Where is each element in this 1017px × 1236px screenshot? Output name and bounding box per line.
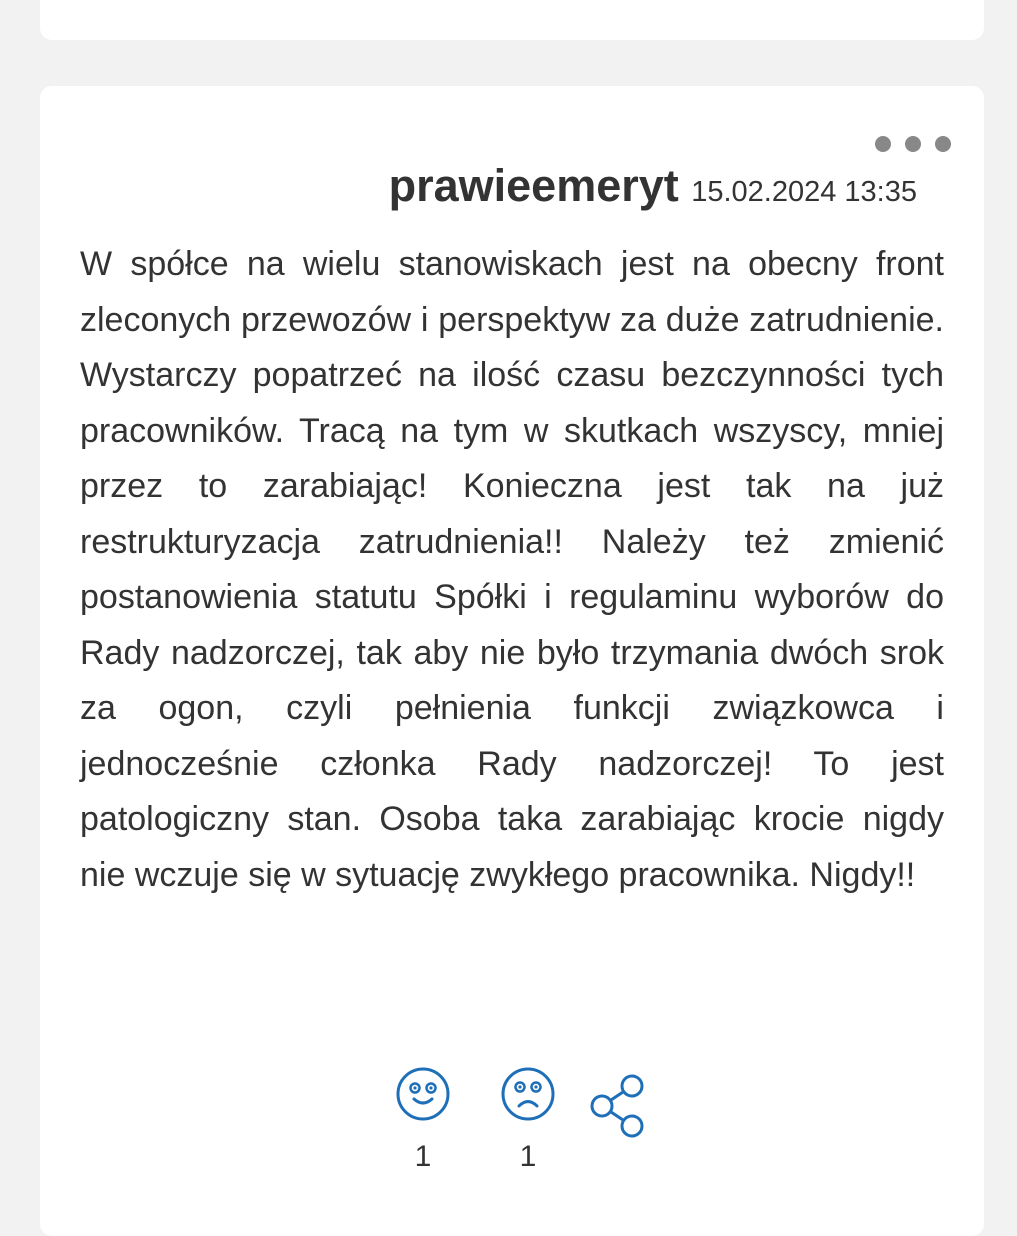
previous-comment-card bbox=[40, 0, 984, 40]
like-count: 1 bbox=[414, 1140, 432, 1173]
dislike-count: 1 bbox=[519, 1140, 537, 1173]
menu-dot bbox=[935, 136, 951, 152]
sad-face-icon bbox=[500, 1066, 556, 1122]
comment-header bbox=[389, 160, 917, 212]
dislike-reaction-button[interactable] bbox=[498, 1066, 558, 1174]
author-name[interactable]: prawieemeryt bbox=[388, 160, 679, 211]
comment-datetime: 15.02.2024 13:35 bbox=[691, 176, 917, 208]
menu-dot bbox=[875, 136, 891, 152]
share-button[interactable] bbox=[586, 1070, 648, 1147]
more-options-icon[interactable] bbox=[875, 136, 951, 152]
smiley-face-icon bbox=[395, 1066, 451, 1122]
menu-dot bbox=[905, 136, 921, 152]
share-icon bbox=[586, 1070, 648, 1142]
like-reaction-button[interactable] bbox=[393, 1066, 453, 1174]
comment-text: W spółce na wielu stanowiskach jest na obecny front zleconych przewozów i perspektyw za duże zatrudnienie. Wystarczy popatrzeć na ilość czasu bezczynności tych pracowników. Tracą na tym w skutkach wszyscy, mniej przez to zarabiając! Konieczna jest tak na już restrukturyzacja zatrudnienia!! Należy też zmienić postanowienia statutu Spółki i regulaminu wyborów do Rady nadzorczej, tak aby nie było trzymania dwóch srok za ogon, czyli pełnienia funkcji związkowca i jednocześnie członka Rady nadzorczej! To jest patologiczny stan. Osoba taka zarabiając krocie nigdy nie wczuje się w sytuację zwykłego pracownika. Nigdy!! bbox=[80, 245, 944, 894]
